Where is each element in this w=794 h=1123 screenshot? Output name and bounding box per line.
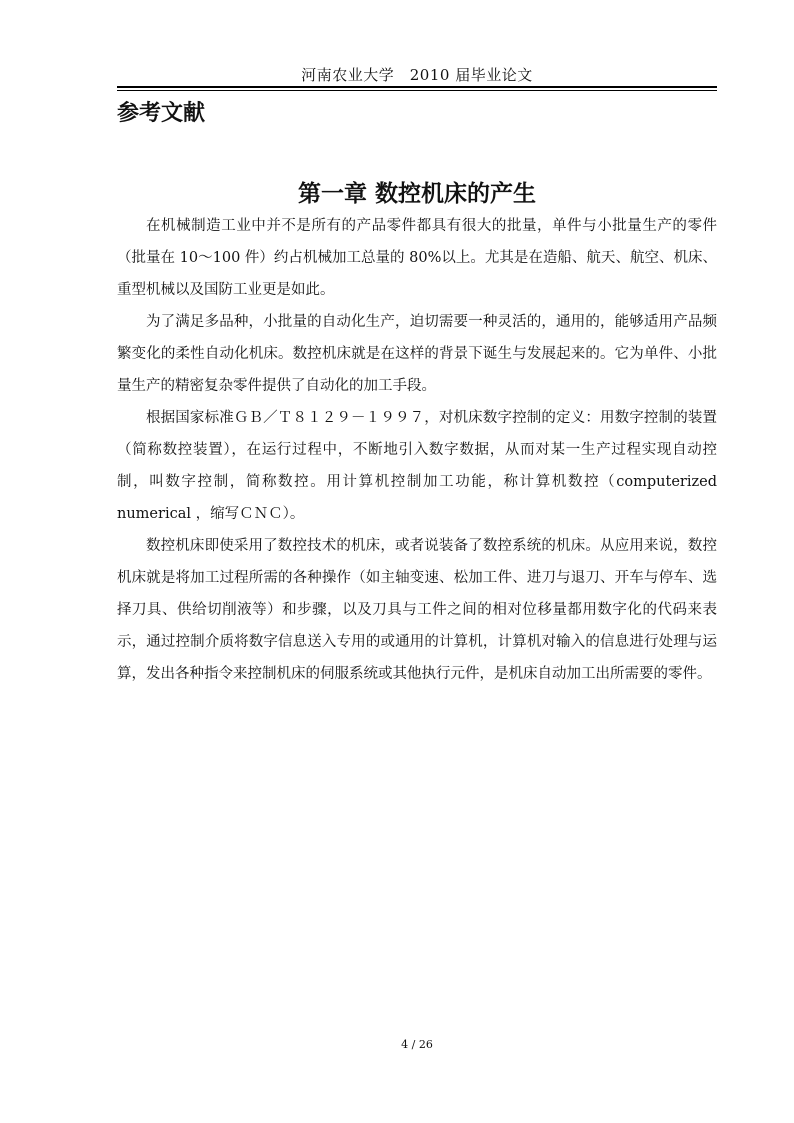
page-number: 4 / 26 (401, 1038, 433, 1051)
paragraph-4: 数控机床即使采用了数控技术的机床，或者说装备了数控系统的机床。从应用来说，数控机床就是将加工过程所需的各种操作（如主轴变速、松加工件、进刀与退刀、开车与停车、选择刀具、供给切削液等）和步骤，以及刀具与工件之间的相对位移量都用数字化的代码来表示，通过控制介质将数字信息送入专用的或通用的计算机，计算机对输入的信息进行处理与运算，发出各种指令来控制机床的伺服系统或其他执行元件，是机床自动加工出所需要的零件。 (117, 538, 717, 682)
running-header: 河南农业大学 2010 届毕业论文 (301, 66, 533, 84)
paragraph-1: 在机械制造工业中并不是所有的产品零件都具有很大的批量，单件与小批量生产的零件（批量在 10～100 件）约占机械加工总量的 80%以上。尤其是在造船、航天、航空、机床、重型机械以及国防工业更是如此。 (117, 218, 717, 298)
paragraph-2: 为了满足多品种，小批量的自动化生产，迫切需要一种灵活的，通用的，能够适用产品频繁变化的柔性自动化机床。数控机床就是在这样的背景下诞生与发展起来的。它为单件、小批量生产的精密复杂零件提供了自动化的加工手段。 (117, 314, 717, 394)
section-title: 参考文献 (117, 101, 206, 126)
header-rule-thin (117, 90, 717, 91)
header-rule-thick (117, 86, 717, 88)
chapter-title: 第一章 数控机床的产生 (297, 181, 536, 207)
paragraph-3: 根据国家标准ＧＢ／Ｔ８１２９－１９９７，对机床数字控制的定义：用数字控制的装置（简称数控装置），在运行过程中，不断地引入数字数据，从而对某一生产过程实现自动控制，叫数字控制，简称数控。用计算机控制加工功能，称计算机数控（computerized numerical ，缩写ＣＮＣ）。 (117, 410, 717, 522)
body-text (117, 210, 717, 690)
